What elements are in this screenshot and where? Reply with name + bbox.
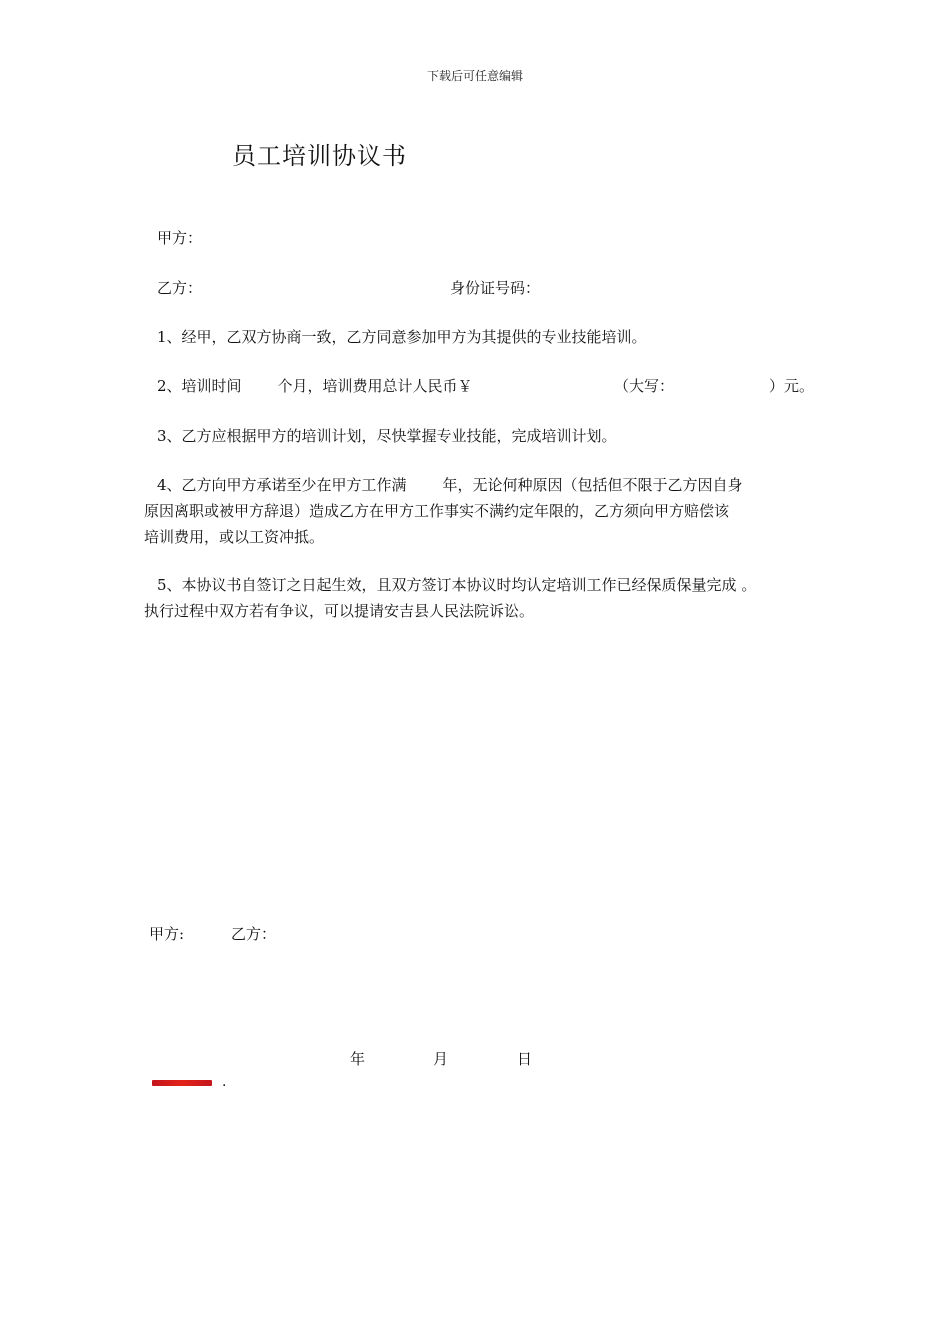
clause-2-capital-amount: （大写： xyxy=(614,377,675,395)
id-number-label: 身份证号码： xyxy=(450,279,541,297)
clause-4-commitment: 4、乙方向甲方承诺至少在甲方工作满 xyxy=(157,476,407,494)
red-stamp-mark xyxy=(152,1080,212,1086)
party-b-label: 乙方： xyxy=(157,279,203,297)
clause-2-fee: 个月，培训费用总计人民币￥ xyxy=(277,377,473,395)
clause-4-line-2: 原因离职或被甲方辞退）造成乙方在甲方工作事实不满约定年限的，乙方须向甲方赔偿该 xyxy=(144,502,730,520)
clause-5 xyxy=(144,572,824,624)
date-month: 月 xyxy=(433,1050,449,1068)
clause-4 xyxy=(144,472,824,550)
date-year: 年 xyxy=(350,1050,366,1068)
document-title: 员工培训协议书 xyxy=(232,142,407,170)
clause-2-currency-unit: ）元。 xyxy=(769,377,815,395)
clause-3: 3、乙方应根据甲方的培训计划，尽快掌握专业技能，完成培训计划。 xyxy=(157,427,617,445)
footer-dot: . xyxy=(222,1074,227,1090)
clause-5-line-1: 5、本协议书自签订之日起生效，且双方签订本协议时均认定培训工作已经保质保量完成 。 xyxy=(157,576,757,594)
signature-party-b: 乙方： xyxy=(231,925,277,943)
date-day: 日 xyxy=(517,1050,533,1068)
clause-4-reason: 年，无论何种原因（包括但不限于乙方因自身 xyxy=(442,476,743,494)
header-note: 下载后可任意编辑 xyxy=(426,69,523,83)
clause-2-training-time: 2、培训时间 xyxy=(157,377,242,395)
clause-5-line-2: 执行过程中双方若有争议，可以提请安吉县人民法院诉讼。 xyxy=(144,602,535,620)
clause-2 xyxy=(157,373,473,399)
clause-4-line-3: 培训费用，或以工资冲抵。 xyxy=(144,528,325,546)
signature-party-a: 甲方: xyxy=(149,925,185,943)
party-a-label: 甲方： xyxy=(157,229,203,247)
clause-1: 1、经甲，乙双方协商一致，乙方同意参加甲方为其提供的专业技能培训。 xyxy=(157,328,647,346)
